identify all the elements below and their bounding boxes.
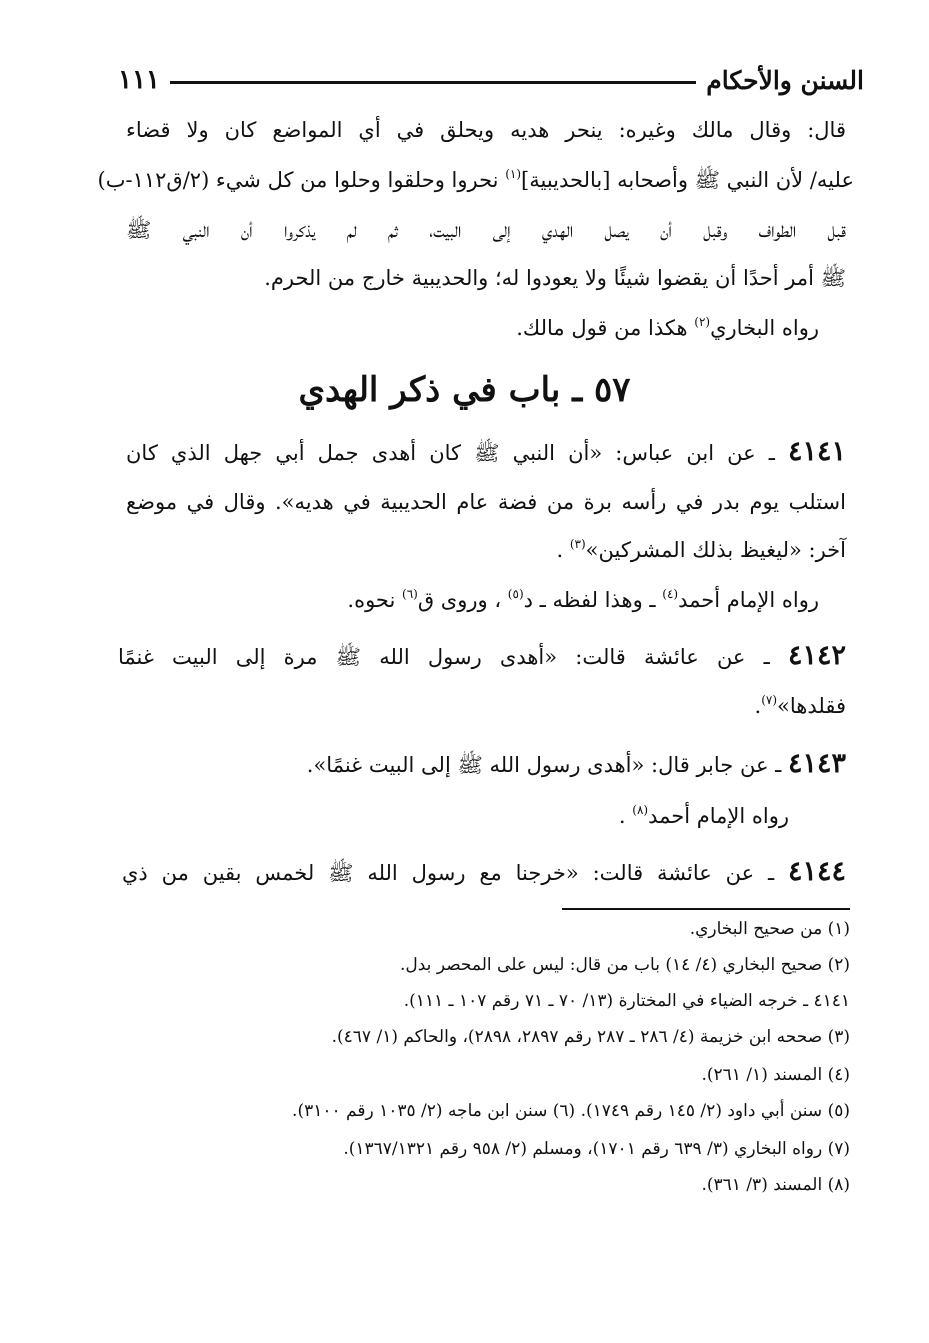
hadith-number: ٤١٤٤: [787, 856, 846, 887]
paragraph-line: قال: وقال مالك وغيره: ينحر هديه ويحلق في أي المواضع كان ولا قضاء: [126, 118, 846, 142]
hadith-line: استلب يوم بدر في رأسه برة من فضة عام الحديبية في هديه». وقال في موضع: [126, 490, 846, 514]
footnote: (٤) المسند (١/ ٢٦١).: [701, 1065, 850, 1085]
text-span: ـ وهذا لفظه ـ د: [523, 588, 663, 612]
header-rule: [170, 81, 696, 84]
text-span: ـ عن ابن عباس: «أن النبي ﷺ كان أهدى جمل أبي جهل الذي كان: [126, 441, 788, 465]
paragraph-line: [4, 160, 854, 203]
hadith-number: ٤١٤١: [787, 436, 846, 467]
text-span: .: [618, 804, 633, 828]
footnote: (٣) صححه ابن خزيمة (٤/ ٢٨٦ ـ ٢٨٧ رقم ٢٨٩٧، ٢٨٩٨)، والحاكم (١/ ٤٦٧).: [331, 1027, 850, 1047]
hadith-line: [755, 686, 846, 729]
hadith-line: [307, 744, 846, 785]
footnote-divider: [562, 908, 850, 910]
running-header: [118, 60, 864, 100]
footnote: (٢) صحيح البخاري (٤/ ١٤) باب من قال: ليس على المحصر بدل.: [400, 955, 850, 975]
text-span: نحوه.: [347, 588, 402, 612]
footnote: (٥) سنن أبي داود (٢/ ١٤٥ رقم ١٧٤٩). (٦) سنن ابن ماجه (٢/ ١٠٣٥ رقم ٣١٠٠).: [292, 1101, 850, 1121]
footnote-ref[interactable]: (٧): [761, 693, 778, 707]
text-span: ـ عن عائشة قالت: «أهدى رسول الله ﷺ مرة إلى البيت غنمًا: [118, 645, 788, 669]
footnote: (٧) رواه البخاري (٣/ ٦٣٩ رقم ١٧٠١)، ومسلم (٢/ ٩٥٨ رقم ١٣٦٧/١٣٢١).: [343, 1139, 850, 1159]
footnote-ref[interactable]: (٨): [632, 803, 649, 817]
paragraph-line: [516, 308, 819, 351]
hadith-source: [619, 796, 789, 839]
footnote-ref[interactable]: (٥): [507, 587, 524, 601]
hadith-number: ٤١٤٢: [787, 640, 846, 671]
text-span: .: [754, 694, 762, 718]
book-title: السنن والأحكام: [706, 65, 864, 95]
text-span: ـ عن عائشة قالت: «خرجنا مع رسول الله ﷺ لخمس بقين من ذي: [122, 861, 788, 885]
hadith-number: ٤١٤٣: [787, 748, 846, 779]
hadith-line: [556, 530, 846, 573]
hadith-line: [122, 852, 846, 893]
text-span: رواه الإمام أحمد: [678, 588, 819, 612]
text-span: فقلدها»: [777, 694, 846, 718]
footnote-ref[interactable]: (١): [505, 167, 522, 181]
paragraph-line: ﷺ أمر أحدًا أن يقضوا شيئًا ولا يعودوا له؛ والحديبية خارج من الحرم.: [264, 266, 846, 290]
footnote-ref[interactable]: (٢): [694, 315, 711, 329]
chapter-title: ٥٧ ـ باب في ذكر الهدي: [298, 370, 631, 410]
text-span: ، وروى ق: [417, 588, 508, 612]
footnote-ref[interactable]: (٦): [402, 587, 418, 601]
text-span: نحروا وحلقوا وحلوا من كل شيء (٢/ق١١٢-ب): [97, 168, 506, 192]
footnote: (١) من صحيح البخاري.: [689, 919, 850, 939]
paragraph-line: قبل الطواف وقبل أن يصل الهدي إلى البيت، ثم لم يذكروا أن النبي ﷺ: [126, 218, 846, 242]
page-number: ١١١: [118, 65, 160, 95]
text-span: رواه البخاري: [710, 316, 819, 340]
hadith-line: [126, 432, 846, 473]
text-span: عليه/ لأن النبي ﷺ وأصحابه [بالحديبية]: [521, 168, 854, 192]
footnote: ٤١٤١ ـ خرجه الضياء في المختارة (١٣/ ٧٠ ـ ٧١ رقم ١٠٧ ـ ١١١).: [403, 991, 850, 1011]
text-span: ـ عن جابر قال: «أهدى رسول الله ﷺ إلى البيت غنمًا».: [306, 753, 788, 777]
text-span: آخر: «ليغيظ بذلك المشركين»: [585, 538, 846, 562]
footnote: (٨) المسند (٣/ ٣٦١).: [701, 1175, 850, 1195]
text-span: هكذا من قول مالك.: [516, 316, 695, 340]
hadith-source: [347, 580, 819, 623]
footnote-ref[interactable]: (٤): [662, 587, 679, 601]
footnote-ref[interactable]: (٣): [569, 537, 586, 551]
text-span: رواه الإمام أحمد: [648, 804, 789, 828]
hadith-line: [118, 636, 846, 677]
text-span: .: [556, 538, 570, 562]
